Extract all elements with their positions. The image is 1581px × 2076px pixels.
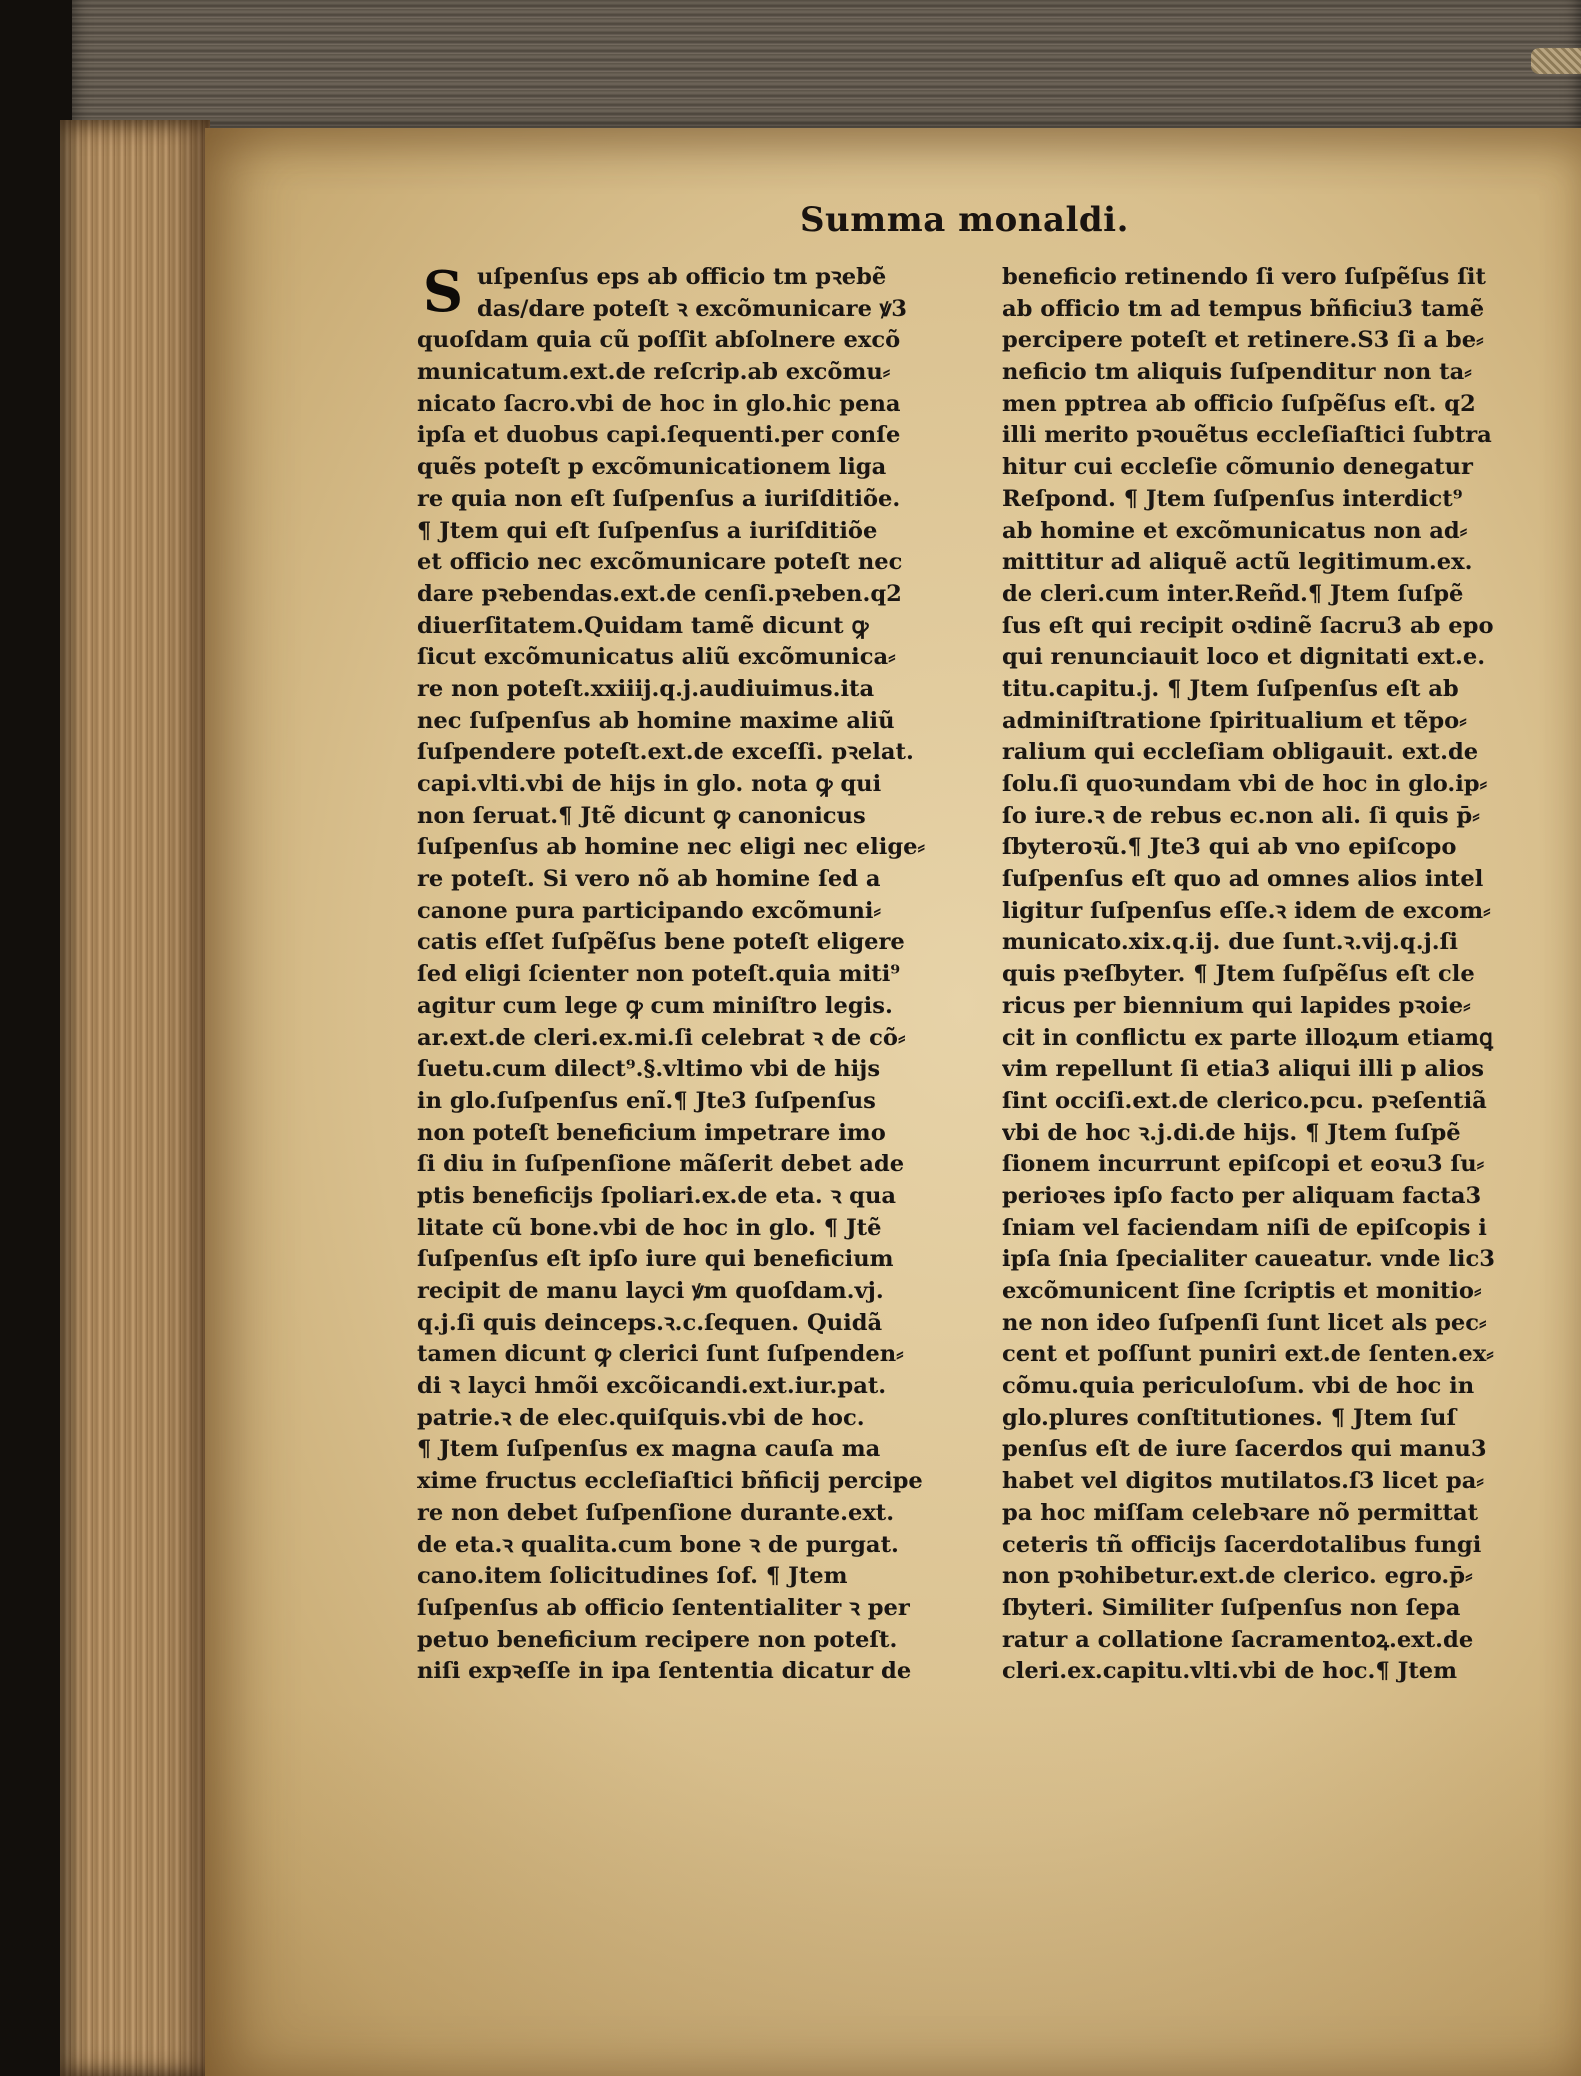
text-line: xime fructus eccleſiaſtici bñficij percipe	[417, 1468, 923, 1495]
text-line: ceteris tñ officijs ſacerdotalibus fungi	[1002, 1531, 1482, 1558]
text-line: in glo.ſuſpenſus enĩ.¶ Jte3 ſuſpenſus	[417, 1087, 876, 1114]
text-line: non pꝛohibetur.ext.de clerico. egro.p̄⸗	[1002, 1563, 1473, 1590]
text-line: ab homine et excõmunicatus non ad⸗	[1002, 517, 1468, 544]
text-line: pa hoc miſſam celebꝛare nõ permittat	[1002, 1499, 1479, 1526]
text-line: re non poteſt.xxiiij.q.j.audiuimus.ita	[417, 675, 875, 702]
text-line: municato.xix.q.ij. due ſunt.ꝛ.vij.q.j.ſi	[1002, 929, 1458, 956]
book-fore-edge	[60, 120, 210, 2076]
text-line: cõmu.quia periculoſum. vbi de hoc in	[1002, 1373, 1475, 1400]
text-line: ab officio tm ad tempus bñficiu3 tamẽ	[1002, 295, 1485, 322]
page-stack-top	[72, 0, 1581, 140]
text-line: re quia non eſt ſuſpenſus a iuriſditiõe.	[417, 485, 901, 512]
text-line: catis eſſet ſuſpẽſus bene poteſt eligere	[417, 929, 905, 956]
text-line: ne non ideo ſuſpenſi ſunt licet als pec⸗	[1002, 1309, 1487, 1336]
text-line: municatum.ext.de reſcrip.ab excõmu⸗	[417, 359, 891, 386]
text-line: beneficio retinendo ſi vero ſuſpẽſus ſit	[1002, 264, 1486, 290]
text-line: re poteſt. Si vero nõ ab homine ſed a	[417, 866, 881, 893]
text-line: cit in conflictu ex parte illoꝝum etiamꝗ	[1002, 1024, 1493, 1051]
text-line: nec ſuſpenſus ab homine maxime aliũ	[417, 707, 895, 734]
text-line: ſo iure.ꝛ de rebus ec.non ali. ſi quis p̄⸗	[1002, 802, 1480, 829]
text-line: percipere poteſt et retinere.S3 ſi a be⸗	[1002, 327, 1484, 354]
text-line: ſus eſt qui recipit oꝛdinẽ ſacru3 ab epo	[1002, 612, 1494, 639]
text-line: habet vel digitos mutilatos.ſ3 licet pa⸗	[1002, 1468, 1484, 1495]
text-line: ſolu.ſi quoꝛundam vbi de hoc in glo.ip⸗	[1002, 771, 1488, 797]
text-line: ligitur ſuſpenſus eſſe.ꝛ idem de excom⸗	[1002, 897, 1491, 924]
text-line: adminiſtratione ſpiritualium et tẽpo⸗	[1002, 707, 1467, 734]
text-line: ptis beneficijs ſpoliari.ex.de eta. ꝛ qua	[417, 1182, 897, 1209]
text-line: ſuſpenſus ab homine nec eligi nec elige⸗	[417, 834, 926, 861]
text-line: et officio nec excõmunicare poteſt nec	[417, 549, 903, 576]
text-line: excõmunicent ſine ſcriptis et monitio⸗	[1002, 1278, 1482, 1304]
text-line: neficio tm aliquis ſuſpenditur non ta⸗	[1002, 359, 1472, 386]
text-line: ¶ Jtem qui eſt ſuſpenſus a iuriſditiõe	[417, 517, 878, 544]
text-line: ſuſpenſus eſt quo ad omnes alios intel	[1002, 866, 1484, 893]
text-line: ſuſpenſus ab officio ſententialiter ꝛ per	[417, 1594, 910, 1621]
text-line: penſus eſt de iure ſacerdos qui manu3	[1002, 1436, 1487, 1463]
text-line: diuerſitatem.Quidam tamẽ dicunt ꝙ	[417, 612, 869, 639]
text-line: ſed eligi ſcienter non poteſt.quia miti⁹	[417, 961, 901, 988]
text-line: cleri.ex.capitu.vlti.vbi de hoc.¶ Jtem	[1002, 1658, 1458, 1685]
text-line: titu.capitu.j. ¶ Jtem ſuſpenſus eſt ab	[1002, 675, 1459, 702]
text-line: di ꝛ layci hmõi excõicandi.ext.iur.pat.	[417, 1373, 887, 1400]
text-line: vbi de hoc ꝛ.j.di.de hijs. ¶ Jtem ſuſpẽ	[1002, 1119, 1461, 1146]
text-line: das/dare poteſt ꝛ excõmunicare ꝟ3	[477, 295, 907, 322]
text-line: de eta.ꝛ qualita.cum bone ꝛ de purgat.	[417, 1531, 899, 1558]
text-line: de cleri.cum inter.Reñd.¶ Jtem ſuſpẽ	[1002, 580, 1464, 607]
text-line: niſi expꝛeſſe in ipa ſententia dicatur de	[417, 1658, 912, 1685]
text-line: illi merito pꝛouẽtus eccleſiaſtici ſubtra	[1002, 422, 1492, 449]
text-line: ar.ext.de cleri.ex.mi.ſi celebrat ꝛ de cõ⸗	[417, 1024, 906, 1051]
text-line: agitur cum lege ꝙ cum miniſtro legis.	[417, 992, 893, 1019]
text-line: re non debet ſuſpenſione durante.ext.	[417, 1499, 895, 1526]
text-line: ipſa et duobus capi.ſequenti.per conſe	[417, 422, 901, 449]
text-line: capi.vlti.vbi de hijs in glo. nota ꝙ qui	[417, 771, 882, 797]
text-line: patrie.ꝛ de elec.quiſquis.vbi de hoc.	[417, 1404, 865, 1431]
text-line: glo.plures conſtitutiones. ¶ Jtem ſuſ	[1002, 1404, 1457, 1431]
text-line: ſuſpenſus eſt ipſo iure qui beneficium	[417, 1246, 894, 1273]
text-line: nicato ſacro.vbi de hoc in glo.hic pena	[417, 390, 901, 417]
text-line: litate cũ bone.vbi de hoc in glo. ¶ Jtẽ	[417, 1214, 882, 1241]
text-line: ralium qui eccleſiam obligauit. ext.de	[1002, 739, 1479, 766]
text-line: dare pꝛebendas.ext.de cenſi.pꝛeben.q2	[417, 580, 902, 607]
text-line: non poteſt beneficium impetrare imo	[417, 1119, 886, 1146]
text-line: tamen dicunt ꝙ clerici ſunt ſuſpenden⸗	[417, 1341, 904, 1368]
text-line: ſint occiſi.ext.de clerico.pcu. pꝛeſentiã	[1002, 1087, 1487, 1114]
text-line: non ſeruat.¶ Jtẽ dicunt ꝙ canonicus	[417, 802, 866, 829]
text-line: canone pura participando excõmuni⸗	[417, 897, 882, 924]
text-line: cent et poſſunt puniri ext.de ſenten.ex⸗	[1002, 1341, 1494, 1368]
text-column-left	[417, 262, 992, 1752]
text-line: ſi diu in ſuſpenſione mãſerit debet ade	[417, 1151, 905, 1178]
text-line: uſpenſus eps ab officio tm pꝛebẽ	[477, 264, 887, 290]
drop-initial: S	[422, 262, 464, 325]
text-line: petuo beneficium recipere non poteſt.	[417, 1626, 898, 1653]
text-line: mittitur ad aliquẽ actũ legitimum.ex.	[1002, 549, 1473, 576]
text-line: qui renunciauit loco et dignitati ext.e.	[1002, 644, 1486, 671]
running-head: Summa monaldi.	[800, 200, 1129, 240]
text-line: quis pꝛeſbyter. ¶ Jtem ſuſpẽſus eſt cle	[1002, 961, 1475, 988]
text-line: ſionem incurrunt epiſcopi et eoꝛu3 ſu⸗	[1002, 1151, 1485, 1178]
text-line: cano.item ſolicitudines ſof. ¶ Jtem	[417, 1563, 848, 1590]
text-line: quoſdam quia cũ poſſit abſolnere excõ	[417, 327, 901, 354]
text-line: ſuetu.cum dilect⁹.§.vltimo vbi de hijs	[417, 1056, 881, 1083]
text-line: hitur cui eccleſie cõmunio denegatur	[1002, 454, 1473, 481]
text-line: vim repellunt ſi etia3 aliqui illi p alios	[1002, 1056, 1484, 1083]
text-line: Reſpond. ¶ Jtem ſuſpenſus interdict⁹	[1002, 485, 1463, 512]
text-line: quẽs poteſt p excõmunicationem liga	[417, 454, 887, 481]
right-column-lines	[1002, 262, 1564, 1688]
text-line: ſuſpendere poteſt.ext.de exceſſi. pꝛelat.	[417, 739, 914, 766]
text-line: men pptrea ab officio ſuſpẽſus eſt. q2	[1002, 390, 1476, 417]
text-line: recipit de manu layci ꝟm quoſdam.vj.	[417, 1278, 884, 1304]
left-column-lines	[417, 262, 992, 1688]
text-line: ricus per biennium qui lapides pꝛoie⸗	[1002, 992, 1471, 1019]
text-line: perioꝛes ipſo facto per aliquam facta3	[1002, 1182, 1482, 1209]
text-line: ſniam vel faciendam niſi de epiſcopis i	[1002, 1214, 1487, 1241]
text-line: ratur a collatione ſacramentoꝝ.ext.de	[1002, 1626, 1474, 1653]
text-line: ſbyteroꝛũ.¶ Jte3 qui ab vno epiſcopo	[1002, 834, 1457, 861]
text-line: ¶ Jtem ſuſpenſus ex magna cauſa ma	[417, 1436, 881, 1463]
text-line: ſicut excõmunicatus aliũ excõmunica⸗	[417, 644, 896, 671]
text-line: ſbyteri. Similiter ſuſpenſus non ſepa	[1002, 1594, 1461, 1621]
text-column-right	[1002, 262, 1564, 1752]
text-line: ipſa ſnia ſpecialiter caueatur. vnde lic3	[1002, 1246, 1495, 1273]
text-line: q.j.ſi quis deinceps.ꝛ.c.ſequen. Quidã	[417, 1309, 883, 1336]
ribbon-bookmark	[1531, 48, 1581, 74]
page-shading	[205, 1700, 1581, 2076]
